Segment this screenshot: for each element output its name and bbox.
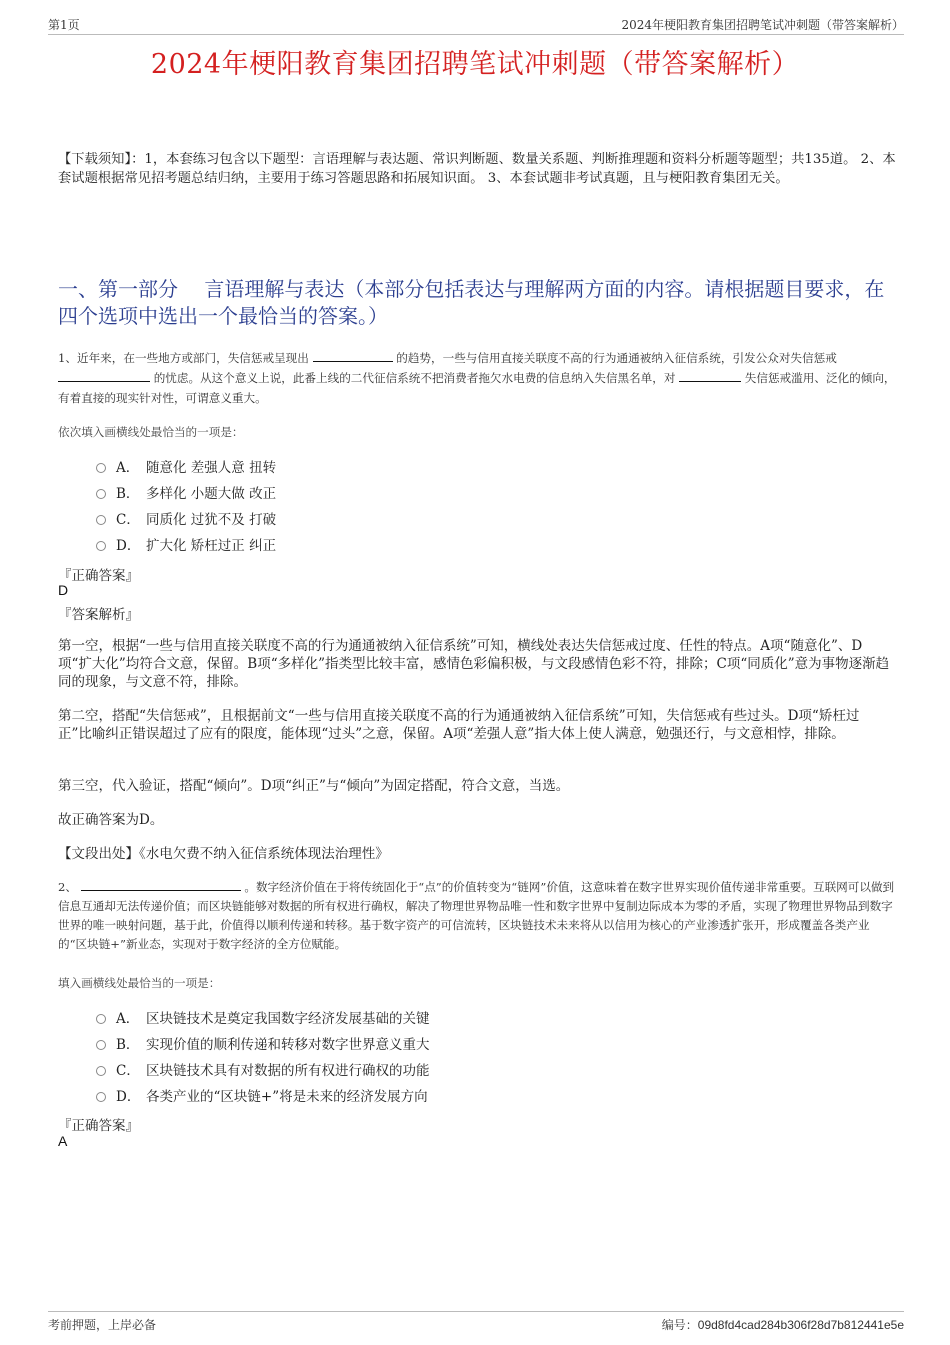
option-b[interactable] [96,1030,430,1056]
option-c[interactable] [96,505,276,531]
radio-icon[interactable] [96,463,106,473]
code-value: 09d8fd4cad284b306f28d7b812441e5e [697,1318,904,1332]
option-text: 同质化 过犹不及 打破 [146,512,277,528]
option-letter: C． [116,1063,140,1079]
code-label: 编号： [661,1318,698,1332]
page-footer [48,1311,904,1332]
question-1-stem [58,348,898,408]
answer-label: 『正确答案』 [58,1118,139,1134]
fill-blank [81,879,241,891]
radio-icon[interactable] [96,515,106,525]
answer-value: A [58,1133,68,1149]
question-1-options [96,453,276,557]
page-number: 第1页 [48,18,80,32]
option-text: 扩大化 矫枉过正 纠正 [146,538,277,554]
option-b[interactable] [96,479,276,505]
answer-label: 『正确答案』 [58,568,139,584]
radio-icon[interactable] [96,541,106,551]
option-c[interactable] [96,1056,430,1082]
answer-value: D [58,582,69,598]
radio-icon[interactable] [96,1014,106,1024]
analysis-paragraph-3: 第三空，代入验证，搭配“倾向”。D项“纠正”与“倾向”为固定搭配，符合文意，当选。 [58,778,570,794]
question-2-prompt: 填入画横线处最恰当的一项是： [58,976,221,990]
fill-blank-1 [313,350,393,362]
radio-icon[interactable] [96,1040,106,1050]
q1-stem-part: 的趋势，一些与信用直接关联度不高的行为通通被纳入征信系统，引发公众对失信惩戒 [396,351,837,365]
q1-stem-part: 1、近年来，在一些地方或部门，失信惩戒呈现出 [58,351,309,365]
q2-stem-part: 2、 [58,880,77,894]
radio-icon[interactable] [96,489,106,499]
option-text: 各类产业的“区块链+”将是未来的经济发展方向 [146,1089,428,1105]
section-title: 一、第一部分 言语理解与表达（本部分包括表达与理解两方面的内容。请根据题目要求，在四个选项中选出一个最恰当的答案。） [58,277,885,328]
question-2-stem [58,878,898,954]
option-text: 区块链技术具有对数据的所有权进行确权的功能 [146,1063,430,1079]
header-doc-title: 2024年梗阳教育集团招聘笔试冲刺题（带答案解析） [621,18,904,32]
analysis-paragraph-2: 第二空，搭配“失信惩戒”，且根据前文“一些与信用直接关联度不高的行为通通被纳入征信系统”可知，失信惩戒有些过头。D项“矫枉过正”比喻纠正错误超过了应有的限度，能体现“过头”之意，保留。A项“差强人意”指大体上使人满意，勉强还行，与文意相悖，排除。 [58,708,860,742]
option-a[interactable] [96,453,276,479]
document-code [662,1316,904,1333]
analysis-conclusion: 故正确答案为D。 [58,812,164,828]
option-letter: A． [116,1011,140,1027]
radio-icon[interactable] [96,1066,106,1076]
page-header [48,14,904,35]
option-letter: A． [116,460,140,476]
option-letter: D． [116,1089,141,1105]
download-notice: 【下载须知】：1，本套练习包含以下题型：言语理解与表达题、常识判断题、数量关系题、判断推理题和资料分析题等题型；共135道。 2、本套试题根据常见招考题总结归纳，主要用于练习答题思路和拓展知识面。 3、本套试题非考试真题，且与梗阳教育集团无关。 [58,152,896,186]
option-text: 实现价值的顺利传递和转移对数字世界意义重大 [146,1037,430,1053]
option-letter: D． [116,538,141,554]
option-text: 多样化 小题大做 改正 [146,486,277,502]
q1-stem-part: 失信惩戒滥用、泛化的倾向，有着直接的现实针对性，可谓意义重大。 [58,371,896,405]
analysis-label: 『答案解析』 [58,607,139,623]
option-letter: B． [116,1037,140,1053]
option-d[interactable] [96,531,276,557]
option-d[interactable] [96,1082,430,1108]
fill-blank-3 [679,370,741,382]
option-letter: B． [116,486,140,502]
option-text: 区块链技术是奠定我国数字经济发展基础的关键 [146,1011,430,1027]
analysis-paragraph-1: 第一空，根据“一些与信用直接关联度不高的行为通通被纳入征信系统”可知，横线处表达失信惩戒过度、任性的特点。A项“随意化”、D项“扩大化”均符合文意，保留。B项“多样化”指类型比较丰富，感情色彩偏积极，与文段感情色彩不符，排除；C项“同质化”意为事物逐渐趋同的现象，与文意不符，排除。 [58,638,890,690]
option-text: 随意化 差强人意 扭转 [146,460,277,476]
fill-blank-2 [58,370,150,382]
radio-icon[interactable] [96,1092,106,1102]
q2-stem-part: 。数字经济价值在于将传统固化于“点”的价值转变为“链网”价值，这意味着在数字世界实现价值传递非常重要。互联网可以做到信息互通却无法传递价值；而区块链能够对数据的所有权进行确权，解决了物理世界物品唯一性和数字世界中复制边际成本为零的矛盾，实现了物理世界物品到数字世界的唯一映射问题，基于此，价值得以顺利传递和转移。基于数字资产的可信流转，区块链技术未来将从以信用为核心的产业渗透扩张开，形成覆盖各类产业的“区块链+”新业态，实现对于数字经济的全方位赋能。 [58,880,895,951]
question-1-prompt: 依次填入画横线处最恰当的一项是： [58,425,244,439]
source-citation: 【文段出处】《水电欠费不纳入征信系统体现法治理性》 [58,846,389,862]
page-title: 2024年梗阳教育集团招聘笔试冲刺题（带答案解析） [150,49,800,80]
option-a[interactable] [96,1004,430,1030]
question-2-options [96,1004,430,1108]
footer-slogan: 考前押题，上岸必备 [48,1318,157,1332]
option-letter: C． [116,512,140,528]
q1-stem-part: 的忧虑。从这个意义上说，此番上线的二代征信系统不把消费者拖欠水电费的信息纳入失信黑名单，对 [153,371,676,385]
